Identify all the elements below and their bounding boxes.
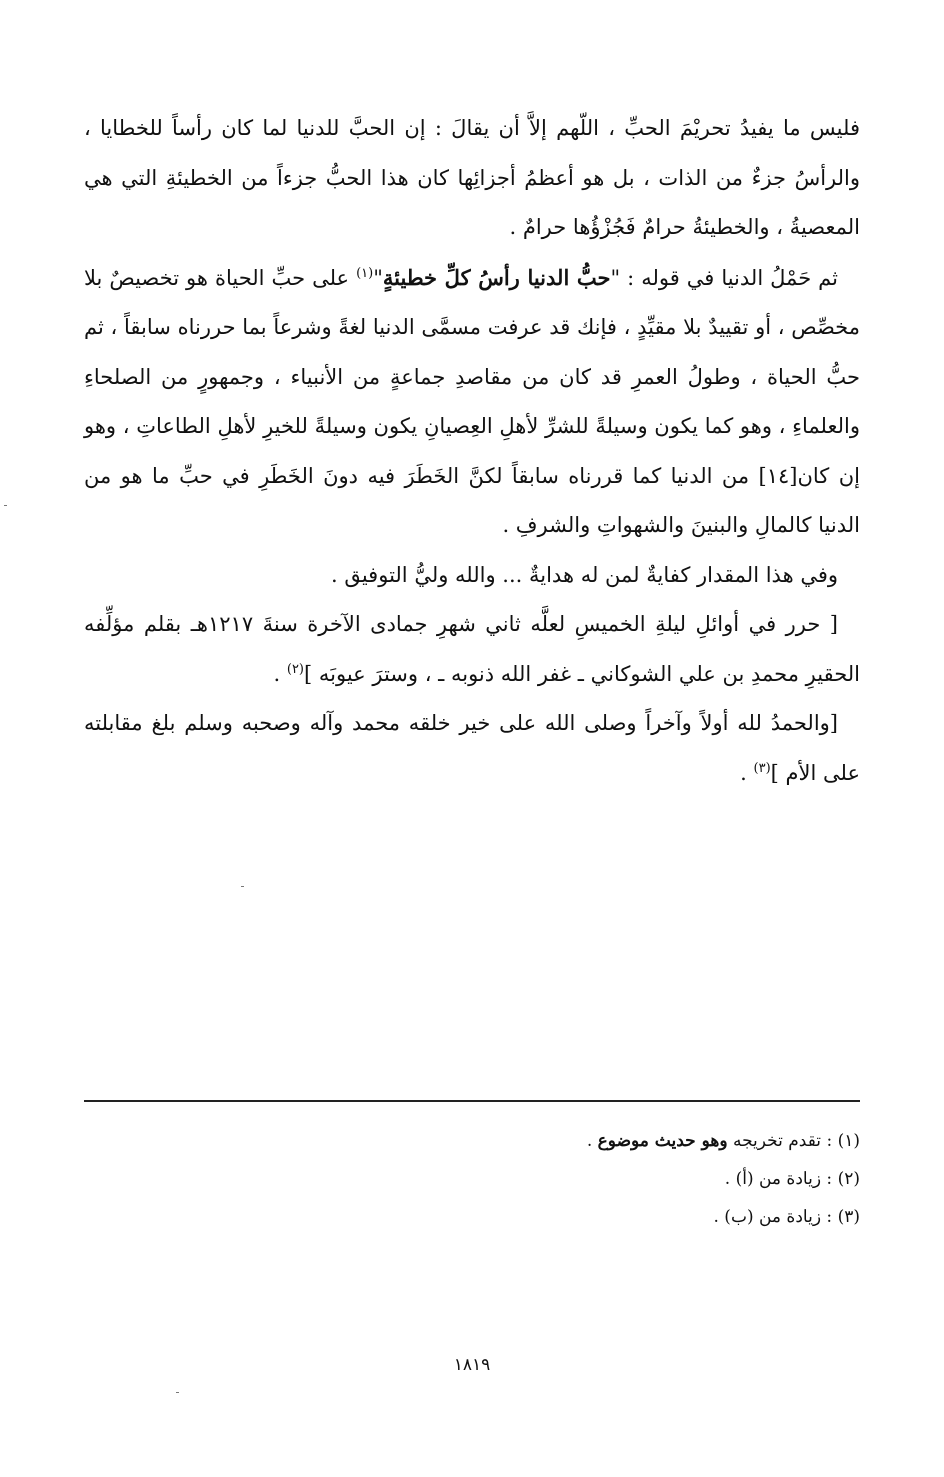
footnote-text: : زيادة من (أ) . <box>724 1169 833 1189</box>
colophon-text: [ حرر في أوائلِ ليلةِ الخميسِ لعلَّه ثاني شهرِ جمادى الآخرة سنةَ ١٢١٧هـ بقلم مؤلِّفه الحقيرِ محمدِ بن علي الشوكاني ـ غفر الله ذنوبه ـ ، وسترَ عيوبَه ] <box>84 612 860 686</box>
paragraph-1 <box>84 104 860 253</box>
colophon-end: . <box>273 661 287 686</box>
quote-close: " <box>373 265 383 290</box>
closing-end: . <box>740 760 754 785</box>
footnote-2 <box>84 1160 860 1198</box>
footnote-text: : تقدم تخريجه <box>727 1131 833 1151</box>
main-text <box>84 104 860 798</box>
closing-text: [والحمدُ لله أولاً وآخراً وصلى الله على خير خلقه محمد وآله وصحبه وسلم بلغ مقابلته على الأم ] <box>84 711 860 785</box>
footnote-3 <box>84 1198 860 1236</box>
footnote-separator <box>84 1100 860 1102</box>
page-number: ١٨١٩ <box>453 1355 491 1375</box>
footnote-1 <box>84 1122 860 1160</box>
footnotes <box>84 1122 860 1236</box>
footnote-text: : زيادة من (ب) . <box>713 1207 833 1227</box>
footnote-ref-3: (٣) <box>753 760 771 776</box>
footnote-number: (٣) <box>837 1207 860 1227</box>
footnote-ref-2: (٢) <box>286 661 304 677</box>
hadith-quote: حبُّ الدنيا رأسُ كلِّ خطيئةٍ <box>382 264 611 290</box>
paragraph-2-intro: ثم حَمْلُ الدنيا في قوله : " <box>610 265 838 290</box>
paragraph-4 <box>84 600 860 699</box>
footnote-bold: وهو حديث موضوع <box>597 1131 728 1151</box>
paragraph-2-text: على حبِّ الحياة هو تخصيصٌ بلا مخصِّص ، أو تقييدٌ بلا مقيِّدٍ ، فإنك قد عرفت مسمَّى الدنيا لغةً وشرعاً بما حررناه سابقاً ، ثم حبُّ الحياة ، وطولُ العمرِ قد كان من مقاصدِ جماعةٍ من الأنبياء ، وجمهورٍ من الصلحاءِ والعلماءِ ، وهو كما يكون وسيلةً للشرِّ لأهلِ العِصيانِ يكون وسيلةً للخيرِ لأهلِ الطاعاتِ ، وهو إن كان[١٤] من الدنيا كما قررناه سابقاً لكنَّ الخَطَرَ فيه دونَ الخَطَرِ في حبِّ ما هو من الدنيا كالمالِ والبنينَ والشهواتِ والشرفِ . <box>84 265 860 537</box>
paragraph-3 <box>84 551 860 601</box>
paragraph-3-text: وفي هذا المقدار كفايةٌ لمن له هدايةٌ ... والله وليُّ التوفيق . <box>330 562 838 587</box>
footnote-ref-1: (١) <box>356 265 374 281</box>
paragraph-2 <box>84 253 860 551</box>
scan-speck <box>241 886 244 887</box>
paragraph-5 <box>84 699 860 798</box>
scan-speck <box>4 505 7 506</box>
paragraph-1-text: فليس ما يفيدُ تحريْمَ الحبِّ ، اللّهم إلاَّ أن يقالَ : إن الحبَّ للدنيا لما كان رأساً للخطايا ، والرأسُ جزءٌ من الذات ، بل هو أعظمُ أجزائِها كان هذا الحبُّ جزءاً من الخطيئةِ التي هي المعصيةُ ، والخطيئةُ حرامٌ فَجُزْؤُها حرامٌ . <box>84 116 860 239</box>
footnote-number: (٢) <box>837 1169 860 1189</box>
scan-speck <box>176 1392 179 1393</box>
footnote-end: . <box>586 1131 598 1151</box>
footnote-number: (١) <box>837 1131 860 1151</box>
